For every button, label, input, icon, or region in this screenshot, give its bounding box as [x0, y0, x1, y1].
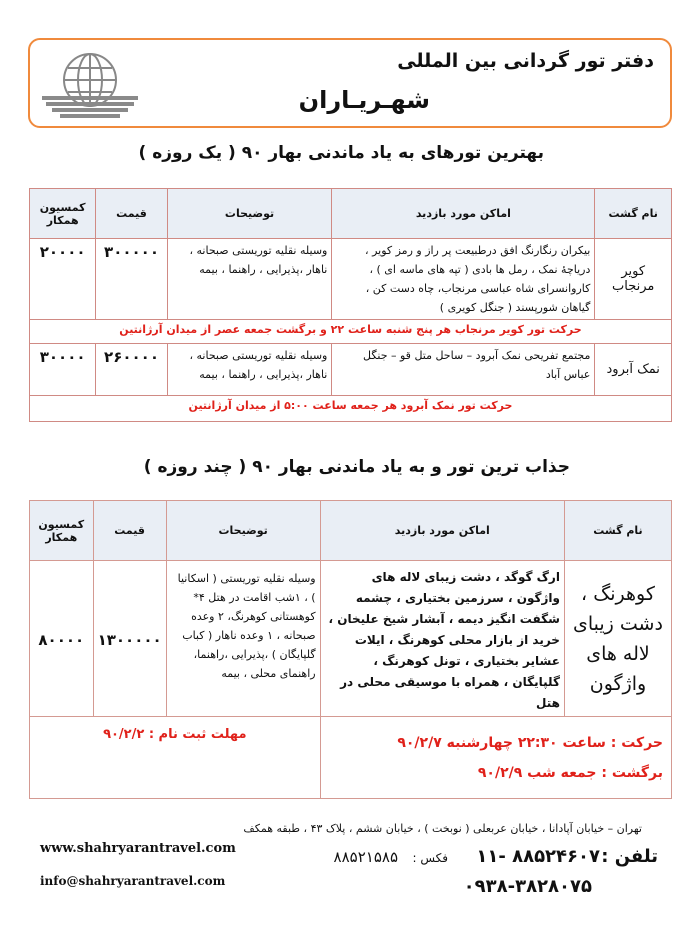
registration-deadline: مهلت ثبت نام : ۹۰/۲/۲ — [30, 717, 321, 799]
col-price: قیمت — [93, 501, 166, 561]
tour-desc: وسیله نقلیه توریستی صبحانه ، ناهار ،پذیرایی ، راهنما ، بیمه — [167, 239, 332, 320]
tour-places: مجتمع تفریحی نمک آبرود – ساحل متل قو – جنگل عباس آباد — [332, 344, 595, 396]
departure-time: حرکت : ساعت ۲۲:۳۰ چهارشنبه ۹۰/۲/۷ — [397, 734, 663, 751]
multi-day-title: جذاب ترین تور و به یاد ماندنی بهار ۹۰ ( چند روزه ) — [143, 457, 570, 477]
schedule-cell — [320, 717, 671, 799]
col-price: قیمت — [96, 189, 167, 239]
tour-price: ۲۶۰۰۰۰ — [96, 344, 167, 396]
address: تهران – خیابان آپادانا ، خیابان عربعلی ( نوبخت ) ، خیابان ششم ، پلاک ۴۳ ، طبقه همکف — [243, 822, 642, 835]
departure-info: حرکت تور کویر مرنجاب هر پنج شنبه ساعت ۲۲ و برگشت جمعه عصر از میدان آرژانتین — [30, 320, 672, 344]
mobile-number: ۰۹۳۸-۳۸۲۸۰۷۵ — [463, 876, 592, 897]
phone-number: ۱۱- ۸۸۵۲۴۶۰۷ — [476, 846, 600, 867]
col-places: اماکن مورد بازدید — [320, 501, 564, 561]
col-desc: توضیحات — [166, 501, 320, 561]
col-name: نام گشت — [595, 189, 672, 239]
tour-commission: ۳۰۰۰۰ — [30, 344, 96, 396]
table-row — [30, 239, 672, 320]
tour-name: نمک آبرود — [595, 344, 672, 396]
website-link[interactable]: www.shahryarantravel.com — [40, 841, 236, 856]
tour-places: ارگ گوگد ، دشت زیبای لاله های واژگون ، سرزمین بختیاری ، چشمه شگفت انگیز دیمه ، آبشار شیخ علیخان ، خرید از بازار محلی کوهرنگ ، ایلات عشایر بختیاری ، تونل کوهرنگ ، گلپایگان ، همراه با موسیقی محلی در هتل — [320, 561, 564, 717]
tour-desc: وسیله نقلیه توریستی ( اسکانیا ) ، ۱شب اقامت در هتل ۴* کوهستانی کوهرنگ، ۲ وعده صبحانه ، ۱ وعده ناهار ( کباب گلپایگان ) ،پذیرایی ،راهنما، راهنمای محلی ، بیمه — [166, 561, 320, 717]
fax-number: ۸۸۵۲۱۵۸۵ — [333, 848, 398, 866]
col-name: نام گشت — [564, 501, 671, 561]
fax-label: فکس : — [412, 851, 448, 865]
multi-day-table — [29, 500, 672, 799]
tour-name: کویر مرنجاب — [595, 239, 672, 320]
phone-label: تلفن : — [601, 846, 658, 867]
tour-commission: ۸۰۰۰۰ — [30, 561, 94, 717]
one-day-title: بهترین تورهای به یاد ماندنی بهار ۹۰ ( یک روزه ) — [138, 143, 544, 163]
globe-wings-logo — [40, 44, 140, 124]
return-time: برگشت : جمعه شب ۹۰/۲/۹ — [477, 764, 663, 781]
table-row — [30, 561, 672, 717]
tour-name: کوهرنگ ، دشت زیبای لاله های واژگون — [564, 561, 671, 717]
departure-info: حرکت تور نمک آبرود هر جمعه ساعت ۵:۰۰ از میدان آرژانتین — [30, 396, 672, 422]
col-commission: کمسیون همکار — [30, 189, 96, 239]
col-commission: کمسیون همکار — [30, 501, 94, 561]
email-link[interactable]: info@shahryarantravel.com — [40, 874, 226, 888]
col-desc: توضیحات — [167, 189, 332, 239]
one-day-table — [29, 188, 672, 422]
table-row — [30, 344, 672, 396]
tour-price: ۱۳۰۰۰۰۰ — [93, 561, 166, 717]
agency-name: دفتر تور گردانی بین المللی — [397, 50, 654, 72]
brand-name: شهـریـاران — [298, 86, 430, 114]
tour-desc: وسیله نقلیه توریستی صبحانه ، ناهار ،پذیرایی ، راهنما ، بیمه — [167, 344, 332, 396]
col-places: اماکن مورد بازدید — [332, 189, 595, 239]
tour-commission: ۲۰۰۰۰ — [30, 239, 96, 320]
tour-places: بیکران رنگارنگ افق درطبیعت پر راز و رمز کویر ، دریاچۀ نمک ، رمل ها بادی ( تپه های ماسه ای ) ، کاروانسرای شاه عباسی مرنجاب، چاه دست کن ، گیاهان شورپسند ( جنگل کویری ) — [332, 239, 595, 320]
tour-price: ۳۰۰۰۰۰ — [96, 239, 167, 320]
